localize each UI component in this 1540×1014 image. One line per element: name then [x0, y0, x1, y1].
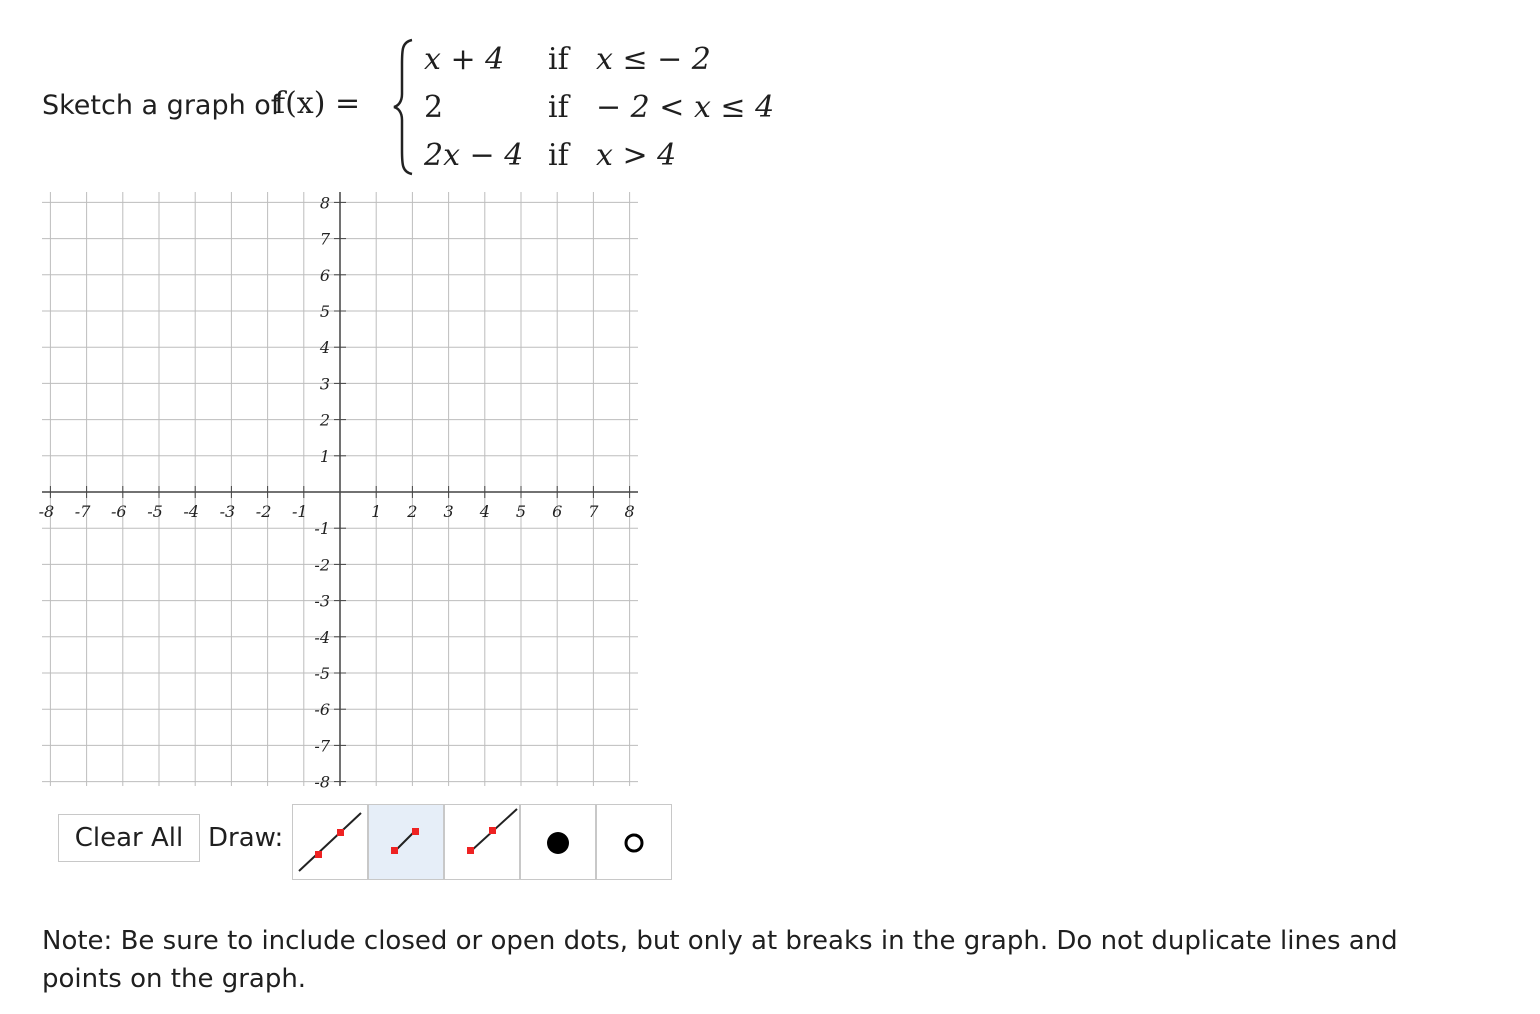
piece-3-expr: 2x − 4 — [424, 138, 524, 173]
axes — [42, 192, 638, 786]
y-tick-label: -2 — [314, 555, 330, 575]
y-tick-label: -1 — [314, 519, 330, 539]
clear-all-button[interactable]: Clear All — [58, 814, 200, 862]
prompt-text: Sketch a graph of — [42, 90, 281, 121]
open-dot-tool-button[interactable] — [596, 804, 672, 880]
x-tick-label: -3 — [219, 502, 236, 521]
y-tick-label: 4 — [319, 338, 330, 358]
draw-label: Draw: — [208, 823, 284, 853]
x-tick-label: 4 — [479, 502, 490, 521]
piecewise-brace — [392, 36, 416, 178]
segment-icon — [369, 805, 443, 879]
line-icon — [293, 805, 367, 879]
y-tick-label: 6 — [319, 265, 330, 285]
y-tick-label: 8 — [319, 193, 330, 213]
note-text: Note: Be sure to include closed or open dots, but only at breaks in the graph. Do not duplicate lines and points on the graph. — [42, 926, 1398, 994]
x-tick-label: 8 — [624, 502, 635, 521]
segment-tool-button[interactable] — [368, 804, 444, 880]
y-tick-label: -5 — [314, 664, 330, 683]
y-tick-label: 3 — [319, 374, 330, 394]
x-tick-label: 3 — [443, 502, 454, 521]
y-tick-label: 5 — [319, 302, 330, 321]
x-tick-label: -2 — [255, 502, 272, 521]
x-tick-label: -7 — [74, 502, 91, 521]
function-lhs: f(x) = — [274, 86, 361, 121]
piece-3-cond: x > 4 — [596, 138, 677, 173]
piece-2-if: if — [548, 90, 569, 125]
x-tick-label: 6 — [552, 502, 563, 521]
line-tool-button[interactable] — [292, 804, 368, 880]
piece-2-expr: 2 — [424, 90, 444, 125]
graph-canvas[interactable] — [38, 186, 642, 796]
piece-1-if: if — [548, 42, 569, 77]
x-tick-label: -4 — [183, 502, 199, 521]
y-tick-label: -7 — [314, 736, 330, 756]
x-tick-label: 1 — [371, 502, 382, 521]
x-tick-label: -1 — [292, 502, 308, 521]
y-tick-label: -8 — [314, 772, 330, 792]
x-tick-label: 5 — [515, 502, 527, 521]
closed-dot-icon — [521, 805, 595, 879]
y-tick-label: -3 — [314, 591, 330, 611]
y-tick-label: -4 — [314, 627, 330, 647]
ray-tool-button[interactable] — [444, 804, 520, 880]
piece-2-cond: − 2 < x ≤ 4 — [596, 90, 775, 125]
y-tick-label: -6 — [314, 700, 330, 720]
x-tick-label: 2 — [407, 502, 418, 521]
x-tick-label: -6 — [111, 502, 127, 521]
x-axis-tick-labels — [39, 502, 635, 521]
x-tick-label: 7 — [588, 502, 599, 521]
y-tick-label: 7 — [319, 229, 330, 249]
ray-icon — [445, 805, 519, 879]
piece-1-expr: x + 4 — [424, 42, 505, 77]
x-tick-label: -8 — [38, 502, 55, 521]
piece-1-cond: x ≤ − 2 — [596, 42, 711, 77]
x-tick-label: -5 — [147, 502, 163, 521]
y-tick-label: 1 — [319, 446, 330, 466]
y-tick-label: 2 — [319, 410, 330, 430]
piece-3-if: if — [548, 138, 569, 173]
open-dot-icon — [597, 805, 671, 879]
closed-dot-tool-button[interactable] — [520, 804, 596, 880]
